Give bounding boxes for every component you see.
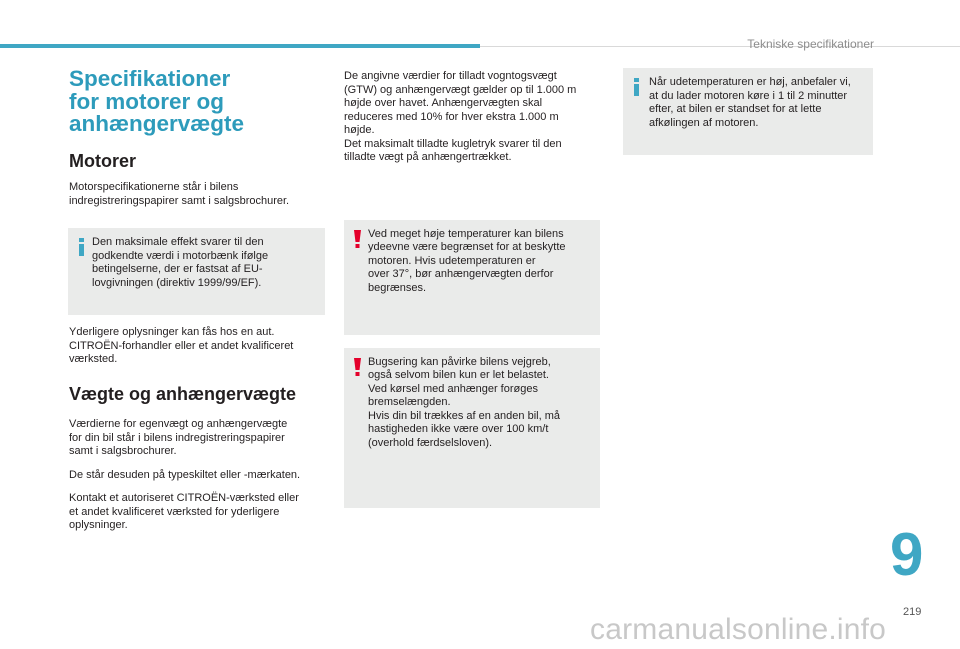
info-icon [631, 78, 643, 96]
column-middle [344, 70, 600, 508]
warning-icon [352, 230, 364, 248]
warning-box-text: Bugsering kan påvirke bilens vejgreb, også selvom bilen kun er let belastet. Ved kørsel med anhænger forøges bremselængden. Hvis din bil trækkes af en anden bil, må hastigheden ikke være over 100 km/t (overhold færdselsloven). [368, 355, 560, 449]
more-info-paragraph: Yderligere oplysninger kan fås hos en aut. CITROËN-forhandler eller et andet kvalificeret værksted. [69, 326, 294, 365]
warning-box-towing [344, 348, 600, 508]
motors-paragraph: Motorspecifikationerne står i bilens indregistreringspapirer samt i salgsbrochurer. [69, 181, 290, 207]
info-box-text: Når udetemperaturen er høj, anbefaler vi, at du lader motoren køre i 1 til 2 minutter efter, at bilen er standset for at lette afkølingen af motoren. [649, 76, 851, 129]
watermark: carmanualsonline.info [590, 613, 887, 646]
contact-paragraph: Kontakt et autoriseret CITROËN-værksted eller et andet kvalificeret værksted for yderligere oplysninger. [69, 492, 299, 531]
weights-paragraph: Værdierne for egenvægt og anhængervægte for din bil står i bilens indregistreringspapirer samt i salgsbrochurer. [69, 418, 288, 457]
header-divider [480, 46, 960, 47]
column-right [623, 70, 873, 155]
info-icon [76, 238, 88, 256]
gtw-paragraph: De angivne værdier for tilladt vogntogsvægt (GTW) og anhængervægt gælder op til 1.000 m højde over havet. Anhængervægten skal reduceres med 10% for hver ekstra 1.000 m højde. Det maksimalt tilladte kugletryk svarer til den tilladte vægt på anhængertrækket. [344, 70, 577, 163]
warning-icon [352, 358, 364, 376]
info-box-max-power [68, 228, 325, 315]
section-heading-weights: Vægte og anhængervægte [69, 383, 297, 404]
chapter-tab-number: 9 [890, 521, 924, 588]
column-left [69, 62, 325, 543]
page-number: 219 [903, 606, 922, 618]
info-box-cooling [623, 68, 873, 155]
warning-box-temperature [344, 220, 600, 335]
info-box-text: Den maksimale effekt svarer til den godkendte værdi i motorbænk ifølge betingelserne, der er fastsat af EU- lovgivningen (direktiv 1999/99/EF). [92, 236, 269, 289]
header-accent-bar [0, 44, 480, 48]
chapter-title: Tekniske specifikationer [747, 37, 874, 51]
warning-box-text: Ved meget høje temperaturer kan bilens ydeevne være begrænset for at beskytte motoren. Hvis udetemperaturen er over 37°, bør anhængervægten derfor begrænses. [368, 227, 566, 294]
plate-paragraph: De står desuden på typeskiltet eller -mærkaten. [69, 468, 301, 481]
page-title: Specifikationer for motorer og anhængervægte [69, 66, 245, 136]
section-heading-motors: Motorer [69, 150, 136, 171]
